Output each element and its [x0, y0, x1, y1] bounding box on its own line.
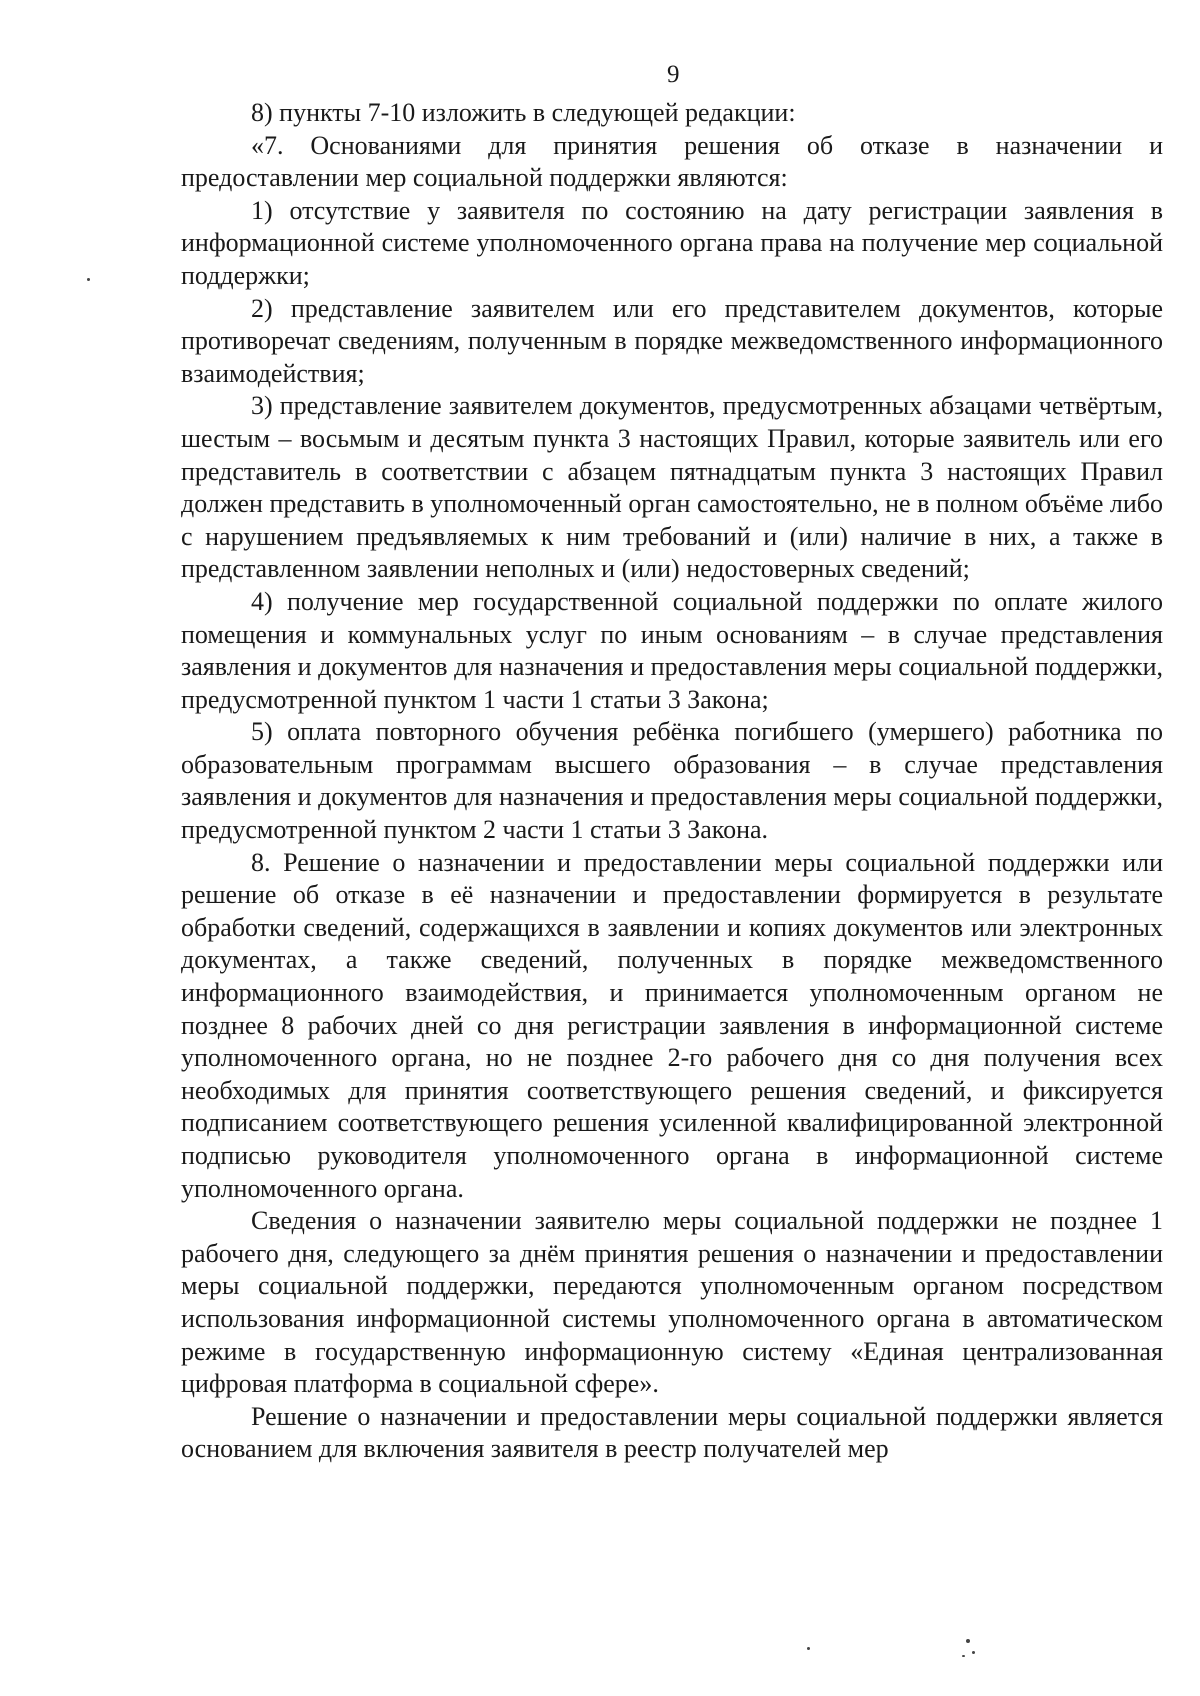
- paragraph-info-transfer: Сведения о назначении заявителю меры социальной поддержки не позднее 1 рабочего дня, следующего за днём принятия решения о назначении и предоставлении меры социальной поддержки, передаются уполномоченным органом посредством использования информационной системы уполномоченного органа в автоматическом режиме в государственную информационную систему «Единая централизованная цифровая платформа в социальной сфере».: [181, 1206, 1163, 1399]
- document-body: [181, 97, 1163, 1466]
- paragraph-subitem-2: 2) представление заявителем или его представителем документов, которые противоречат сведениям, полученным в порядке межведомственного информационного взаимодействия;: [181, 293, 1163, 388]
- paragraph-subitem-3: 3) представление заявителем документов, предусмотренных абзацами четвёртым, шестым – восьмым и десятым пункта 3 настоящих Правил, которые заявитель или его представитель в соответствии с абзацем пятнадцатым пункта 3 настоящих Правил должен представить в уполномоченный орган самостоятельно, не в полном объёме либо с нарушением предъявляемых к ним требований и (или) наличие в них, а также в представленном заявлении неполных и (или) недостоверных сведений;: [181, 391, 1163, 584]
- paragraph-subitem-5: 5) оплата повторного обучения ребёнка погибшего (умершего) работника по образовательным программам высшего образования – в случае представления заявления и документов для назначения и предоставления меры социальной поддержки, предусмотренной пунктом 2 части 1 статьи 3 Закона.: [181, 717, 1163, 845]
- scan-speck: [807, 1647, 810, 1650]
- paragraph-registry-basis: Решение о назначении и предоставлении меры социальной поддержки является основанием для включения заявителя в реестр получателей мер: [181, 1401, 1163, 1464]
- paragraph-subitem-1: 1) отсутствие у заявителя по состоянию на дату регистрации заявления в информационной системе уполномоченного органа права на получение мер социальной поддержки;: [181, 195, 1163, 290]
- paragraph-item-8: 8. Решение о назначении и предоставлении меры социальной поддержки или решение об отказе в её назначении и предоставлении формируется в результате обработки сведений, содержащихся в заявлении и копиях документов или электронных документах, а также сведений, полученных в порядке межведомственного информационного взаимодействия, и принимается уполномоченным органом не позднее 8 рабочих дней со дня регистрации заявления в информационной системе уполномоченного органа, но не позднее 2-го рабочего дня со дня получения всех необходимых для принятия соответствующего решения сведений, и фиксируется подписанием соответствующего решения усиленной квалифицированной электронной подписью руководителя уполномоченного органа в информационной системе уполномоченного органа.: [181, 847, 1163, 1203]
- paragraph-amendment-intro: 8) пункты 7-10 изложить в следующей редакции:: [251, 98, 796, 127]
- scan-speck: [87, 278, 90, 281]
- scan-speck: [966, 1639, 970, 1643]
- scan-speck: [962, 1655, 965, 1657]
- paragraph-subitem-4: 4) получение мер государственной социальной поддержки по оплате жилого помещения и коммунальных услуг по иным основаниям – в случае представления заявления и документов для назначения и предоставления меры социальной поддержки, предусмотренной пунктом 1 части 1 статьи 3 Закона;: [181, 586, 1163, 714]
- page-number: 9: [667, 61, 680, 88]
- scan-speck: [972, 1651, 975, 1654]
- paragraph-item-7: «7. Основаниями для принятия решения об отказе в назначении и предоставлении мер социальной поддержки являются:: [181, 130, 1163, 193]
